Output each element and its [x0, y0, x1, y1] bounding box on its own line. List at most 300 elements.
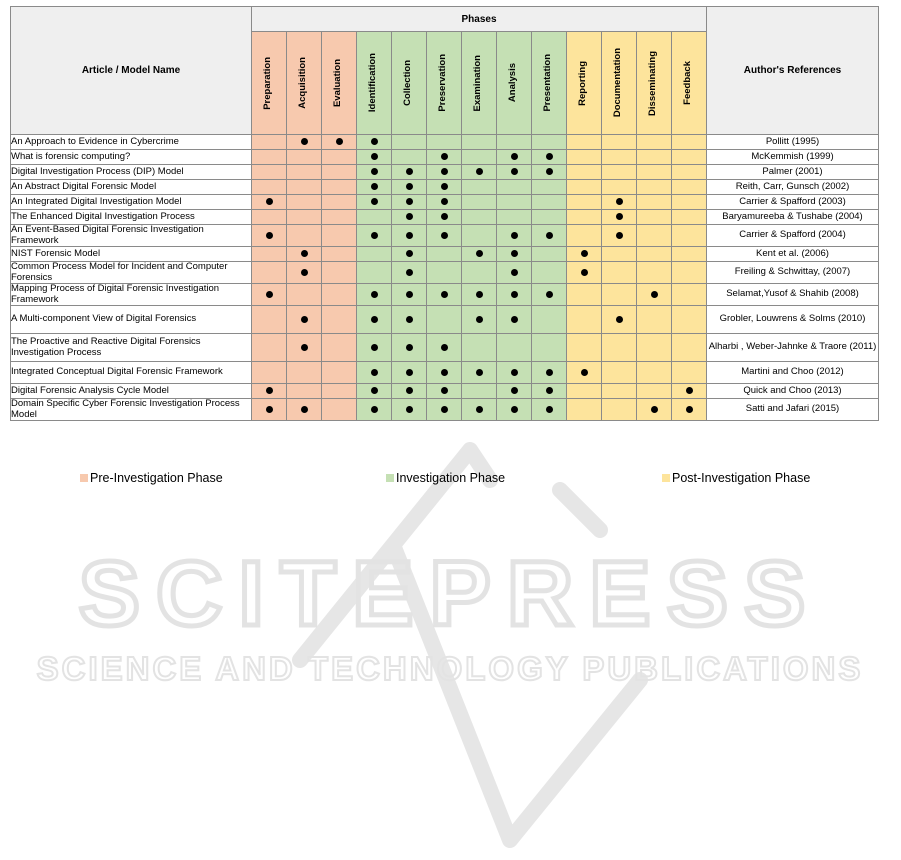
legend-pre-investigation — [80, 471, 223, 485]
phase-cell — [602, 195, 637, 210]
phase-cell — [252, 306, 287, 334]
bullet-mark — [266, 232, 273, 239]
bullet-mark — [406, 198, 413, 205]
table-row — [11, 150, 879, 165]
phase-cell — [287, 210, 322, 225]
phase-cell — [322, 195, 357, 210]
model-name-cell: An Abstract Digital Forensic Model — [11, 180, 252, 195]
phase-label: Feedback — [682, 61, 693, 105]
bullet-mark — [406, 316, 413, 323]
phase-cell — [392, 195, 427, 210]
bullet-mark — [406, 291, 413, 298]
phase-cell — [392, 262, 427, 284]
phase-cell — [287, 150, 322, 165]
model-name-cell: Integrated Conceptual Digital Forensic Framework — [11, 362, 252, 384]
phase-cell — [637, 210, 672, 225]
phase-cell — [567, 262, 602, 284]
bullet-mark — [511, 406, 518, 413]
bullet-mark — [476, 168, 483, 175]
bullet-mark — [371, 387, 378, 394]
phase-cell — [287, 384, 322, 399]
publisher-watermark — [0, 380, 901, 860]
phase-label: Documentation — [612, 48, 623, 118]
phase-cell — [252, 135, 287, 150]
phase-label: Examination — [472, 54, 483, 112]
phase-cell — [322, 399, 357, 421]
phase-cell — [427, 262, 462, 284]
phase-header-feedback — [672, 32, 707, 135]
phase-cell — [252, 284, 287, 306]
phase-cell — [602, 284, 637, 306]
phase-legend — [0, 471, 901, 487]
phase-cell — [357, 306, 392, 334]
bullet-mark — [616, 232, 623, 239]
phase-cell — [532, 334, 567, 362]
phase-cell — [427, 165, 462, 180]
phase-cell — [392, 150, 427, 165]
bullet-mark — [441, 153, 448, 160]
phase-cell — [427, 210, 462, 225]
phase-cell — [427, 195, 462, 210]
bullet-mark — [511, 250, 518, 257]
phase-cell — [427, 306, 462, 334]
phase-cell — [672, 195, 707, 210]
phase-label: Analysis — [507, 63, 518, 103]
bullet-mark — [581, 250, 588, 257]
bullet-mark — [266, 406, 273, 413]
bullet-mark — [301, 269, 308, 276]
phase-cell — [462, 384, 497, 399]
phase-cell — [497, 210, 532, 225]
column-header-phases: Phases — [252, 7, 707, 32]
phase-cell — [427, 135, 462, 150]
phase-cell — [602, 150, 637, 165]
phase-cell — [462, 195, 497, 210]
phase-cell — [602, 225, 637, 247]
phase-cell — [462, 135, 497, 150]
phase-cell — [462, 284, 497, 306]
phase-cell — [462, 362, 497, 384]
bullet-mark — [371, 232, 378, 239]
phase-cell — [497, 306, 532, 334]
table-body — [11, 135, 879, 421]
phase-cell — [392, 180, 427, 195]
phase-cell — [672, 210, 707, 225]
bullet-mark — [476, 316, 483, 323]
phase-cell — [637, 262, 672, 284]
bullet-mark — [441, 387, 448, 394]
phase-cell — [567, 195, 602, 210]
legend-swatch-post — [662, 474, 670, 482]
phase-cell — [357, 334, 392, 362]
phase-cell — [672, 362, 707, 384]
phase-header-documentation — [602, 32, 637, 135]
forensic-models-table — [10, 6, 879, 421]
table-row — [11, 180, 879, 195]
phase-cell — [637, 180, 672, 195]
phase-cell — [637, 135, 672, 150]
phase-cell — [637, 195, 672, 210]
bullet-mark — [476, 369, 483, 376]
phase-cell — [532, 225, 567, 247]
phase-cell — [602, 306, 637, 334]
phase-cell — [672, 150, 707, 165]
phase-cell — [602, 384, 637, 399]
phase-cell — [322, 180, 357, 195]
bullet-mark — [266, 291, 273, 298]
phase-cell — [287, 334, 322, 362]
legend-post-investigation — [662, 471, 810, 485]
bullet-mark — [546, 232, 553, 239]
bullet-mark — [371, 198, 378, 205]
phase-cell — [567, 306, 602, 334]
phase-cell — [637, 247, 672, 262]
phase-cell — [252, 210, 287, 225]
bullet-mark — [476, 406, 483, 413]
legend-swatch-pre — [80, 474, 88, 482]
model-name-cell: Digital Forensic Analysis Cycle Model — [11, 384, 252, 399]
phase-cell — [357, 384, 392, 399]
model-name-cell: The Proactive and Reactive Digital Forensics Investigation Process — [11, 334, 252, 362]
phase-cell — [392, 284, 427, 306]
phase-cell — [532, 195, 567, 210]
phase-cell — [392, 247, 427, 262]
phase-cell — [672, 180, 707, 195]
phase-cell — [392, 225, 427, 247]
watermark-subtitle: SCIENCE AND TECHNOLOGY PUBLICATIONS — [36, 650, 864, 687]
bullet-mark — [406, 183, 413, 190]
phase-cell — [567, 135, 602, 150]
phase-header-reporting — [567, 32, 602, 135]
phase-cell — [637, 225, 672, 247]
phase-header-analysis — [497, 32, 532, 135]
author-reference-cell: Quick and Choo (2013) — [707, 384, 879, 399]
phase-cell — [462, 306, 497, 334]
phase-cell — [392, 399, 427, 421]
author-reference-cell: Satti and Jafari (2015) — [707, 399, 879, 421]
bullet-mark — [371, 153, 378, 160]
phase-cell — [287, 225, 322, 247]
phase-cell — [462, 150, 497, 165]
phase-cell — [357, 180, 392, 195]
table-row — [11, 306, 879, 334]
bullet-mark — [511, 387, 518, 394]
phase-cell — [392, 135, 427, 150]
phase-cell — [567, 362, 602, 384]
phase-label: Evaluation — [332, 58, 343, 108]
phase-cell — [287, 165, 322, 180]
phase-cell — [532, 247, 567, 262]
bullet-mark — [371, 291, 378, 298]
phase-cell — [357, 262, 392, 284]
phase-cell — [427, 362, 462, 384]
phase-cell — [567, 384, 602, 399]
bullet-mark — [441, 183, 448, 190]
phase-cell — [532, 284, 567, 306]
watermark-title: SCITEPRESS — [78, 543, 822, 645]
phase-cell — [497, 399, 532, 421]
phase-cell — [392, 165, 427, 180]
bullet-mark — [441, 198, 448, 205]
bullet-mark — [406, 250, 413, 257]
phase-cell — [637, 284, 672, 306]
phase-cell — [462, 210, 497, 225]
model-name-cell: Digital Investigation Process (DIP) Model — [11, 165, 252, 180]
bullet-mark — [406, 232, 413, 239]
phase-label: Acquisition — [297, 57, 308, 109]
bullet-mark — [511, 316, 518, 323]
bullet-mark — [406, 168, 413, 175]
phase-cell — [602, 399, 637, 421]
phase-cell — [532, 362, 567, 384]
phase-cell — [602, 362, 637, 384]
bullet-mark — [371, 138, 378, 145]
phase-label: Preparation — [262, 56, 273, 110]
author-reference-cell: Selamat,Yusof & Shahib (2008) — [707, 284, 879, 306]
author-reference-cell: Martini and Choo (2012) — [707, 362, 879, 384]
bullet-mark — [301, 316, 308, 323]
phase-cell — [567, 210, 602, 225]
phase-cell — [567, 334, 602, 362]
model-name-cell: The Enhanced Digital Investigation Process — [11, 210, 252, 225]
phase-cell — [602, 210, 637, 225]
phase-cell — [532, 384, 567, 399]
phase-cell — [637, 306, 672, 334]
model-name-cell: Domain Specific Cyber Forensic Investigation Process Model — [11, 399, 252, 421]
author-reference-cell: Freiling & Schwittay, (2007) — [707, 262, 879, 284]
phase-cell — [602, 247, 637, 262]
bullet-mark — [371, 406, 378, 413]
bullet-mark — [441, 168, 448, 175]
phase-cell — [567, 180, 602, 195]
phase-cell — [497, 135, 532, 150]
phase-cell — [252, 150, 287, 165]
bullet-mark — [441, 213, 448, 220]
phase-cell — [567, 284, 602, 306]
phase-cell — [567, 165, 602, 180]
phase-cell — [532, 150, 567, 165]
table-row — [11, 135, 879, 150]
phase-cell — [392, 384, 427, 399]
bullet-mark — [266, 198, 273, 205]
bullet-mark — [581, 369, 588, 376]
phase-cell — [287, 306, 322, 334]
bullet-mark — [441, 344, 448, 351]
phase-label: Presentation — [542, 54, 553, 112]
phase-cell — [637, 384, 672, 399]
model-name-cell: NIST Forensic Model — [11, 247, 252, 262]
bullet-mark — [301, 406, 308, 413]
phase-cell — [322, 362, 357, 384]
phase-cell — [602, 135, 637, 150]
phase-header-collection — [392, 32, 427, 135]
bullet-mark — [511, 153, 518, 160]
phase-cell — [672, 334, 707, 362]
phase-cell — [322, 210, 357, 225]
phase-cell — [357, 210, 392, 225]
phase-cell — [357, 165, 392, 180]
bullet-mark — [686, 406, 693, 413]
author-reference-cell: Reith, Carr, Gunsch (2002) — [707, 180, 879, 195]
bullet-mark — [406, 344, 413, 351]
bullet-mark — [406, 213, 413, 220]
column-header-references: Author's References — [707, 7, 879, 135]
phase-cell — [392, 362, 427, 384]
phase-cell — [462, 334, 497, 362]
bullet-mark — [546, 387, 553, 394]
phase-cell — [497, 247, 532, 262]
bullet-mark — [511, 369, 518, 376]
phase-cell — [672, 384, 707, 399]
phase-cell — [427, 284, 462, 306]
bullet-mark — [371, 369, 378, 376]
phase-cell — [252, 195, 287, 210]
phase-cell — [287, 195, 322, 210]
author-reference-cell: McKemmish (1999) — [707, 150, 879, 165]
phase-cell — [357, 247, 392, 262]
phase-cell — [357, 399, 392, 421]
phase-cell — [462, 165, 497, 180]
phase-cell — [567, 150, 602, 165]
phase-cell — [252, 165, 287, 180]
phase-cell — [252, 262, 287, 284]
bullet-mark — [651, 406, 658, 413]
phase-header-examination — [462, 32, 497, 135]
phase-cell — [287, 262, 322, 284]
phase-cell — [602, 334, 637, 362]
phase-cell — [462, 399, 497, 421]
phase-cell — [392, 210, 427, 225]
phase-cell — [637, 362, 672, 384]
table-row — [11, 284, 879, 306]
phase-cell — [287, 399, 322, 421]
bullet-mark — [511, 269, 518, 276]
author-reference-cell: Alharbi , Weber-Jahnke & Traore (2011) — [707, 334, 879, 362]
phase-cell — [427, 384, 462, 399]
author-reference-cell: Kent et al. (2006) — [707, 247, 879, 262]
phase-header-disseminating — [637, 32, 672, 135]
phase-cell — [252, 362, 287, 384]
phase-cell — [672, 284, 707, 306]
phase-cell — [497, 225, 532, 247]
bullet-mark — [686, 387, 693, 394]
bullet-mark — [546, 291, 553, 298]
phase-cell — [322, 384, 357, 399]
model-name-cell: What is forensic computing? — [11, 150, 252, 165]
legend-label-post: Post-Investigation Phase — [672, 471, 811, 485]
phase-cell — [322, 306, 357, 334]
bullet-mark — [371, 168, 378, 175]
bullet-mark — [546, 153, 553, 160]
bullet-mark — [336, 138, 343, 145]
phase-cell — [287, 135, 322, 150]
phase-cell — [427, 334, 462, 362]
phase-cell — [357, 284, 392, 306]
phase-header-evaluation — [322, 32, 357, 135]
phase-cell — [462, 262, 497, 284]
phase-cell — [497, 334, 532, 362]
legend-label-inv: Investigation Phase — [396, 471, 506, 485]
phase-cell — [637, 165, 672, 180]
bullet-mark — [651, 291, 658, 298]
column-header-model-name: Article / Model Name — [11, 7, 252, 135]
phase-cell — [322, 262, 357, 284]
table-row — [11, 195, 879, 210]
phase-cell — [322, 334, 357, 362]
author-reference-cell: Carrier & Spafford (2003) — [707, 195, 879, 210]
phase-cell — [602, 262, 637, 284]
model-name-cell: An Approach to Evidence in Cybercrime — [11, 135, 252, 150]
phase-label: Disseminating — [647, 50, 658, 116]
phase-cell — [637, 334, 672, 362]
model-name-cell: Common Process Model for Incident and Computer Forensics — [11, 262, 252, 284]
phase-cell — [497, 180, 532, 195]
phase-cell — [672, 225, 707, 247]
bullet-mark — [616, 213, 623, 220]
phase-cell — [497, 384, 532, 399]
legend-label-pre: Pre-Investigation Phase — [90, 471, 223, 485]
phase-cell — [532, 262, 567, 284]
phase-cell — [672, 247, 707, 262]
phase-cell — [322, 150, 357, 165]
phase-cell — [322, 165, 357, 180]
bullet-mark — [266, 387, 273, 394]
bullet-mark — [406, 387, 413, 394]
model-name-cell: An Event-Based Digital Forensic Investigation Framework — [11, 225, 252, 247]
bullet-mark — [406, 406, 413, 413]
phase-cell — [322, 225, 357, 247]
phase-label: Collection — [402, 60, 413, 106]
phase-cell — [357, 150, 392, 165]
bullet-mark — [441, 291, 448, 298]
phase-cell — [637, 150, 672, 165]
table-row — [11, 384, 879, 399]
table-row — [11, 334, 879, 362]
phase-header-presentation — [532, 32, 567, 135]
bullet-mark — [511, 232, 518, 239]
table-row — [11, 165, 879, 180]
phase-cell — [287, 362, 322, 384]
bullet-mark — [406, 369, 413, 376]
phase-cell — [392, 306, 427, 334]
phase-cell — [567, 225, 602, 247]
bullet-mark — [616, 198, 623, 205]
phase-cell — [672, 262, 707, 284]
bullet-mark — [546, 406, 553, 413]
author-reference-cell: Baryamureeba & Tushabe (2004) — [707, 210, 879, 225]
phase-cell — [322, 135, 357, 150]
table-row — [11, 225, 879, 247]
phase-cell — [602, 165, 637, 180]
phase-cell — [252, 225, 287, 247]
author-reference-cell: Palmer (2001) — [707, 165, 879, 180]
phase-cell — [287, 247, 322, 262]
phase-header-preparation — [252, 32, 287, 135]
model-name-cell: An Integrated Digital Investigation Model — [11, 195, 252, 210]
phase-cell — [602, 180, 637, 195]
bullet-mark — [581, 269, 588, 276]
phase-cell — [532, 180, 567, 195]
phase-header-preservation — [427, 32, 462, 135]
phase-cell — [567, 247, 602, 262]
phase-cell — [357, 135, 392, 150]
phase-label: Preservation — [437, 54, 448, 112]
bullet-mark — [511, 291, 518, 298]
phase-cell — [497, 262, 532, 284]
table-row — [11, 362, 879, 384]
bullet-mark — [546, 168, 553, 175]
bullet-mark — [616, 316, 623, 323]
